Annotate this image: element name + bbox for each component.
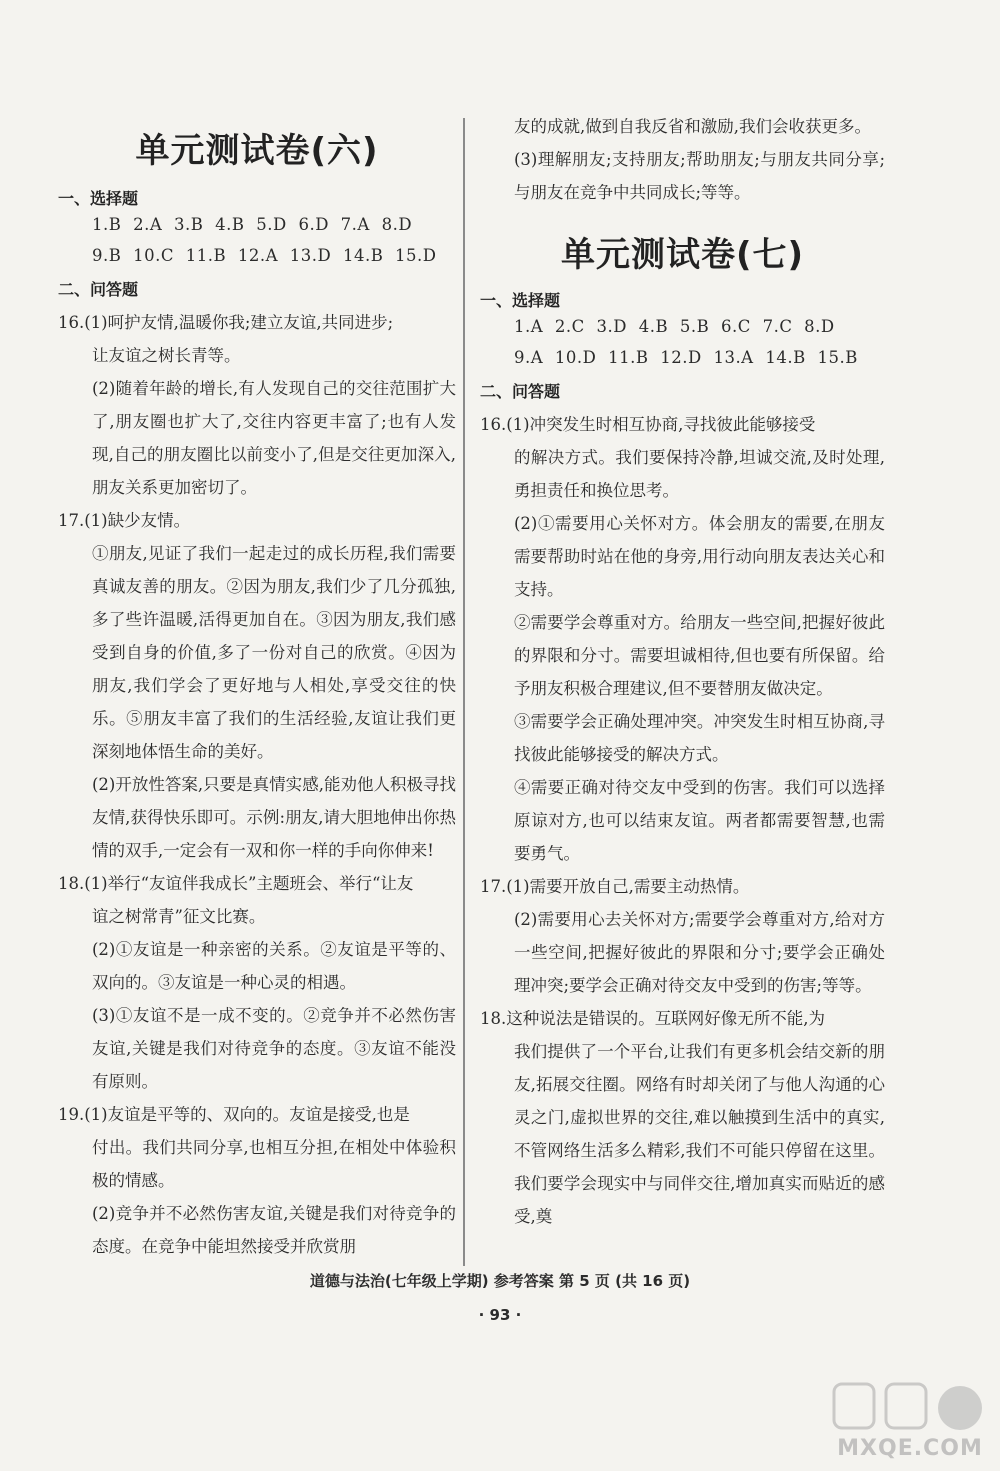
- answer-paragraph: ④需要正确对待交友中受到的伤害。我们可以选择原谅对方,也可以结束友谊。两者都需要智慧,也需要勇气。: [514, 778, 885, 863]
- answer-paragraph: 18.(1)举行“友谊伴我成长”主题班会、举行“让友: [58, 874, 414, 893]
- answer-paragraph: 17.(1)缺少友情。: [58, 511, 191, 530]
- answer-paragraph: ①朋友,见证了我们一起走过的成长历程,我们需要真诚友善的朋友。②因为朋友,我们少了几分孤独,多了些许温暖,活得更加自在。③因为朋友,我们感受到自身的价值,多了一份对自己的欣赏。④因为朋友,我们学会了更好地与人相处,享受交往的快乐。⑤朋友丰富了我们的生活经验,友谊让我们更深刻地体悟生命的美好。: [92, 544, 456, 761]
- unit-test-7-title: 单元测试卷(七): [560, 235, 805, 275]
- section-choice-heading: 一、选择题: [58, 189, 139, 208]
- answer-paragraph: 的解决方式。我们要保持冷静,坦诚交流,及时处理,勇担责任和换位思考。: [514, 448, 885, 500]
- answer-paragraph: (3)①友谊不是一成不变的。②竞争并不必然伤害友谊,关键是我们对待竞争的态度。③友谊不能没有原则。: [92, 1006, 456, 1091]
- answer-paragraph: ③需要学会正确处理冲突。冲突发生时相互协商,寻找彼此能够接受的解决方式。: [514, 712, 885, 764]
- choice-answers-row: 9.B 10.C 11.B 12.A 13.D 14.B 15.D: [92, 246, 437, 265]
- answer-paragraph: 让友谊之树长青等。: [92, 346, 241, 365]
- choice-answers-row: 1.A 2.C 3.D 4.B 5.B 6.C 7.C 8.D: [514, 317, 835, 336]
- answer-paragraph: ②需要学会尊重对方。给朋友一些空间,把握好彼此的界限和分寸。需要坦诚相待,但也要有所保留。给予朋友积极合理建议,但不要替朋友做决定。: [514, 613, 885, 698]
- answer-paragraph: (2)①友谊是一种亲密的关系。②友谊是平等的、双向的。③友谊是一种心灵的相遇。: [92, 940, 456, 992]
- answer-paragraph: (2)竞争并不必然伤害友谊,关键是我们对待竞争的态度。在竞争中能坦然接受并欣赏朋: [92, 1204, 456, 1256]
- answer-paragraph: 友的成就,做到自我反省和激励,我们会收获更多。: [514, 117, 871, 136]
- answer-paragraph: 付出。我们共同分享,也相互分担,在相处中体验积极的情感。: [92, 1138, 456, 1190]
- page-footer: 道德与法治(七年级上学期) 参考答案 第 5 页 (共 16 页): [309, 1272, 691, 1290]
- watermark-logo-icon: [830, 1380, 990, 1436]
- answer-paragraph: (3)理解朋友;支持朋友;帮助朋友;与朋友共同分享;与朋友在竞争中共同成长;等等。: [514, 150, 885, 202]
- choice-answers-row: 9.A 10.D 11.B 12.D 13.A 14.B 15.B: [514, 348, 858, 367]
- left-column: [58, 95, 456, 1263]
- watermark-logo: [830, 1380, 990, 1466]
- column-divider: [463, 118, 465, 1266]
- watermark-text: MXQE.COM: [837, 1436, 983, 1461]
- answer-paragraph: 19.(1)友谊是平等的、双向的。友谊是接受,也是: [58, 1105, 410, 1124]
- answer-paragraph: 谊之树常青”征文比赛。: [92, 907, 266, 926]
- answer-paragraph: (2)①需要用心关怀对方。体会朋友的需要,在朋友需要帮助时站在他的身旁,用行动向朋友表达关心和支持。: [514, 514, 885, 599]
- answer-paragraph: 16.(1)呵护友情,温暖你我;建立友谊,共同进步;: [58, 313, 394, 332]
- section-choice-heading: 一、选择题: [480, 291, 561, 310]
- answer-paragraph: 18.这种说法是错误的。互联网好像无所不能,为: [480, 1009, 825, 1028]
- right-column: [480, 110, 885, 1233]
- answer-paragraph: (2)开放性答案,只要是真情实感,能劝他人积极寻找友情,获得快乐即可。示例:朋友,请大胆地伸出你热情的双手,一定会有一双和你一样的手向你伸来!: [92, 775, 456, 860]
- answer-paragraph: (2)需要用心去关怀对方;需要学会尊重对方,给对方一些空间,把握好彼此的界限和分寸;要学会正确处理冲突;要学会正确对待交友中受到的伤害;等等。: [514, 910, 885, 995]
- answer-paragraph: 17.(1)需要开放自己,需要主动热情。: [480, 877, 750, 896]
- answer-paragraph: 我们提供了一个平台,让我们有更多机会结交新的朋友,拓展交往圈。网络有时却关闭了与他人沟通的心灵之门,虚拟世界的交往,难以触摸到生活中的真实,不管网络生活多么精彩,我们不可能只停留在这里。我们要学会现实中与同伴交往,增加真实而贴近的感受,奠: [514, 1042, 885, 1226]
- choice-answers-row: 1.B 2.A 3.B 4.B 5.D 6.D 7.A 8.D: [92, 215, 413, 234]
- answer-paragraph: (2)随着年龄的增长,有人发现自己的交往范围扩大了,朋友圈也扩大了,交往内容更丰富了;也有人发现,自己的朋友圈比以前变小了,但是交往更加深入,朋友关系更加密切了。: [92, 379, 456, 497]
- section-qa-heading: 二、问答题: [58, 280, 139, 299]
- unit-test-6-title: 单元测试卷(六): [135, 131, 379, 171]
- page-number: · 93 ·: [478, 1306, 522, 1324]
- section-qa-heading: 二、问答题: [480, 382, 561, 401]
- answer-paragraph: 16.(1)冲突发生时相互协商,寻找彼此能够接受: [480, 415, 816, 434]
